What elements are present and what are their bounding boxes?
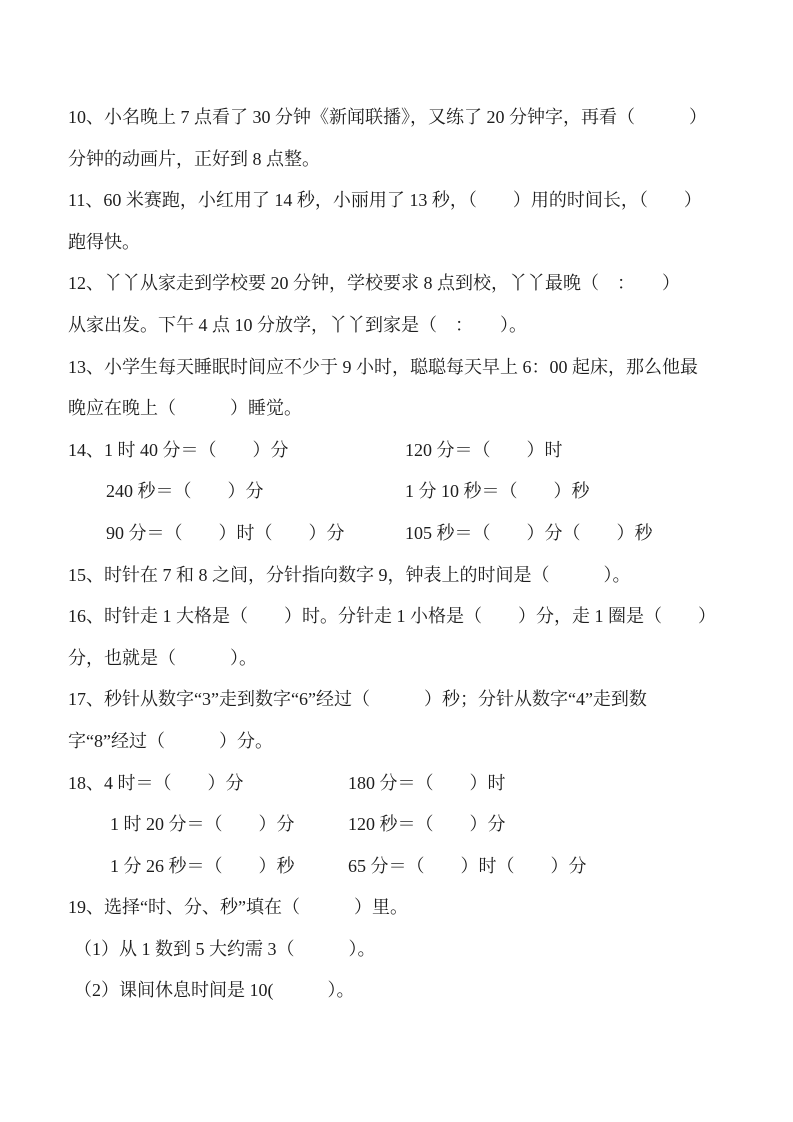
question-text: 11、60 米赛跑，小红用了 14 秒，小丽用了 13 秒，（ ）用的时间长，（ ） — [68, 190, 702, 211]
question-text: 18、4 时＝（ ）分 — [68, 772, 244, 793]
question-text: （2）课间休息时间是 10( ）。 — [74, 980, 355, 1001]
question-line — [68, 721, 780, 763]
question-text: 字“8”经过（ ）分。 — [68, 730, 273, 751]
worksheet-content — [68, 97, 780, 1012]
question-text: 晚应在晚上（ ）睡觉。 — [68, 398, 302, 419]
question-text: 分钟的动画片，正好到 8 点整。 — [68, 148, 320, 169]
question-line — [68, 929, 780, 971]
question-text: （1）从 1 数到 5 大约需 3（ ）。 — [74, 938, 376, 959]
question-text: 240 秒＝（ ）分 — [106, 481, 264, 502]
question-text-col2: 105 秒＝（ ）分（ ）秒 — [405, 522, 653, 543]
question-line — [68, 97, 780, 139]
question-line — [68, 513, 780, 555]
question-text: 14、1 时 40 分＝（ ）分 — [68, 439, 289, 460]
question-line — [68, 763, 780, 805]
question-text: 16、时针走 1 大格是（ ）时。分针走 1 小格是（ ）分，走 1 圈是（ ） — [68, 606, 716, 627]
question-text: 分，也就是（ ）。 — [68, 647, 257, 668]
question-text: 1 分 26 秒＝（ ）秒 — [110, 855, 295, 876]
question-line — [68, 139, 780, 181]
question-text: 12、丫丫从家走到学校要 20 分钟，学校要求 8 点到校，丫丫最晚（ ： ） — [68, 273, 680, 294]
question-text-col2: 1 分 10 秒＝（ ）秒 — [405, 481, 590, 502]
question-text: 13、小学生每天睡眠时间应不少于 9 小时，聪聪每天早上 6：00 起床，那么他最 — [68, 356, 698, 377]
question-line — [68, 305, 780, 347]
question-line — [68, 471, 780, 513]
question-text: 90 分＝（ ）时（ ）分 — [106, 522, 345, 543]
question-line — [68, 263, 780, 305]
question-line — [68, 388, 780, 430]
question-text-col2: 120 分＝（ ）时 — [405, 439, 563, 460]
question-line — [68, 887, 780, 929]
question-line — [68, 555, 780, 597]
question-line — [68, 180, 780, 222]
question-line — [68, 347, 780, 389]
question-line — [68, 430, 780, 472]
question-line — [68, 222, 780, 264]
question-line — [68, 679, 780, 721]
question-text: 从家出发。下午 4 点 10 分放学，丫丫到家是（ ： ）。 — [68, 314, 527, 335]
question-text-col2: 180 分＝（ ）时 — [348, 772, 506, 793]
question-line — [68, 970, 780, 1012]
question-text: 10、小名晚上 7 点看了 30 分钟《新闻联播》，又练了 20 分钟字，再看（ ） — [68, 107, 707, 127]
question-line — [68, 596, 780, 638]
question-text: 15、时针在 7 和 8 之间，分针指向数字 9，钟表上的时间是（ ）。 — [68, 564, 631, 585]
question-line — [68, 638, 780, 680]
question-line — [68, 846, 780, 888]
question-text: 1 时 20 分＝（ ）分 — [110, 814, 295, 835]
question-text-col2: 120 秒＝（ ）分 — [348, 814, 506, 835]
question-text: 跑得快。 — [68, 231, 140, 252]
question-line — [68, 804, 780, 846]
question-text: 19、选择“时、分、秒”填在（ ）里。 — [68, 897, 408, 918]
question-text: 17、秒针从数字“3”走到数字“6”经过（ ）秒；分针从数字“4”走到数 — [68, 689, 647, 710]
question-text-col2: 65 分＝（ ）时（ ）分 — [348, 855, 587, 876]
